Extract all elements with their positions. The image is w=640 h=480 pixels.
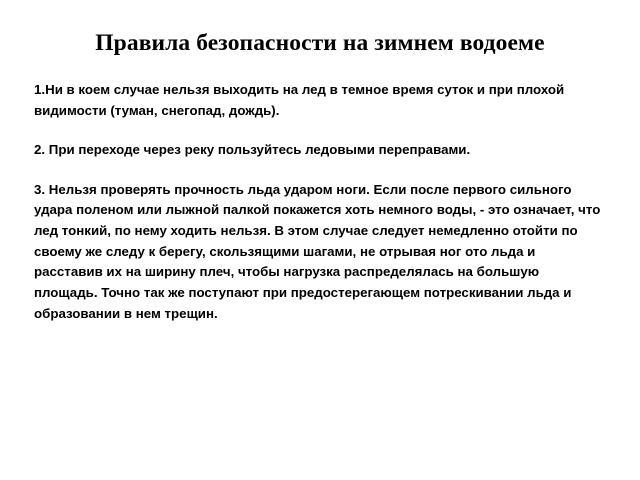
page-title: Правила безопасности на зимнем водоеме: [95, 30, 545, 56]
rule-paragraph-2: 2. При переходе через реку пользуйтесь ледовыми переправами.: [34, 142, 471, 158]
slide-body: [34, 80, 606, 324]
rule-paragraph-1: 1.Ни в коем случае нельзя выходить на лед в темное время суток и при плохой видимости (туман, снегопад, дождь).: [34, 82, 565, 118]
rule-paragraph-3: 3. Нельзя проверять прочность льда ударом ноги. Если после первого сильного удара поленом или лыжной палкой покажется хоть немного воды, - это означает, что лед тонкий, по нему ходить нельзя. В этом случае следует немедленно отойти по своему же следу к берегу, скользящими шагами, не отрывая ног ото льда и расставив их на ширину плеч, чтобы нагрузка распределялась на большую площадь. Точно так же поступают при предостерегающем потрескивании льда и образовании в нем трещин.: [34, 181, 601, 321]
